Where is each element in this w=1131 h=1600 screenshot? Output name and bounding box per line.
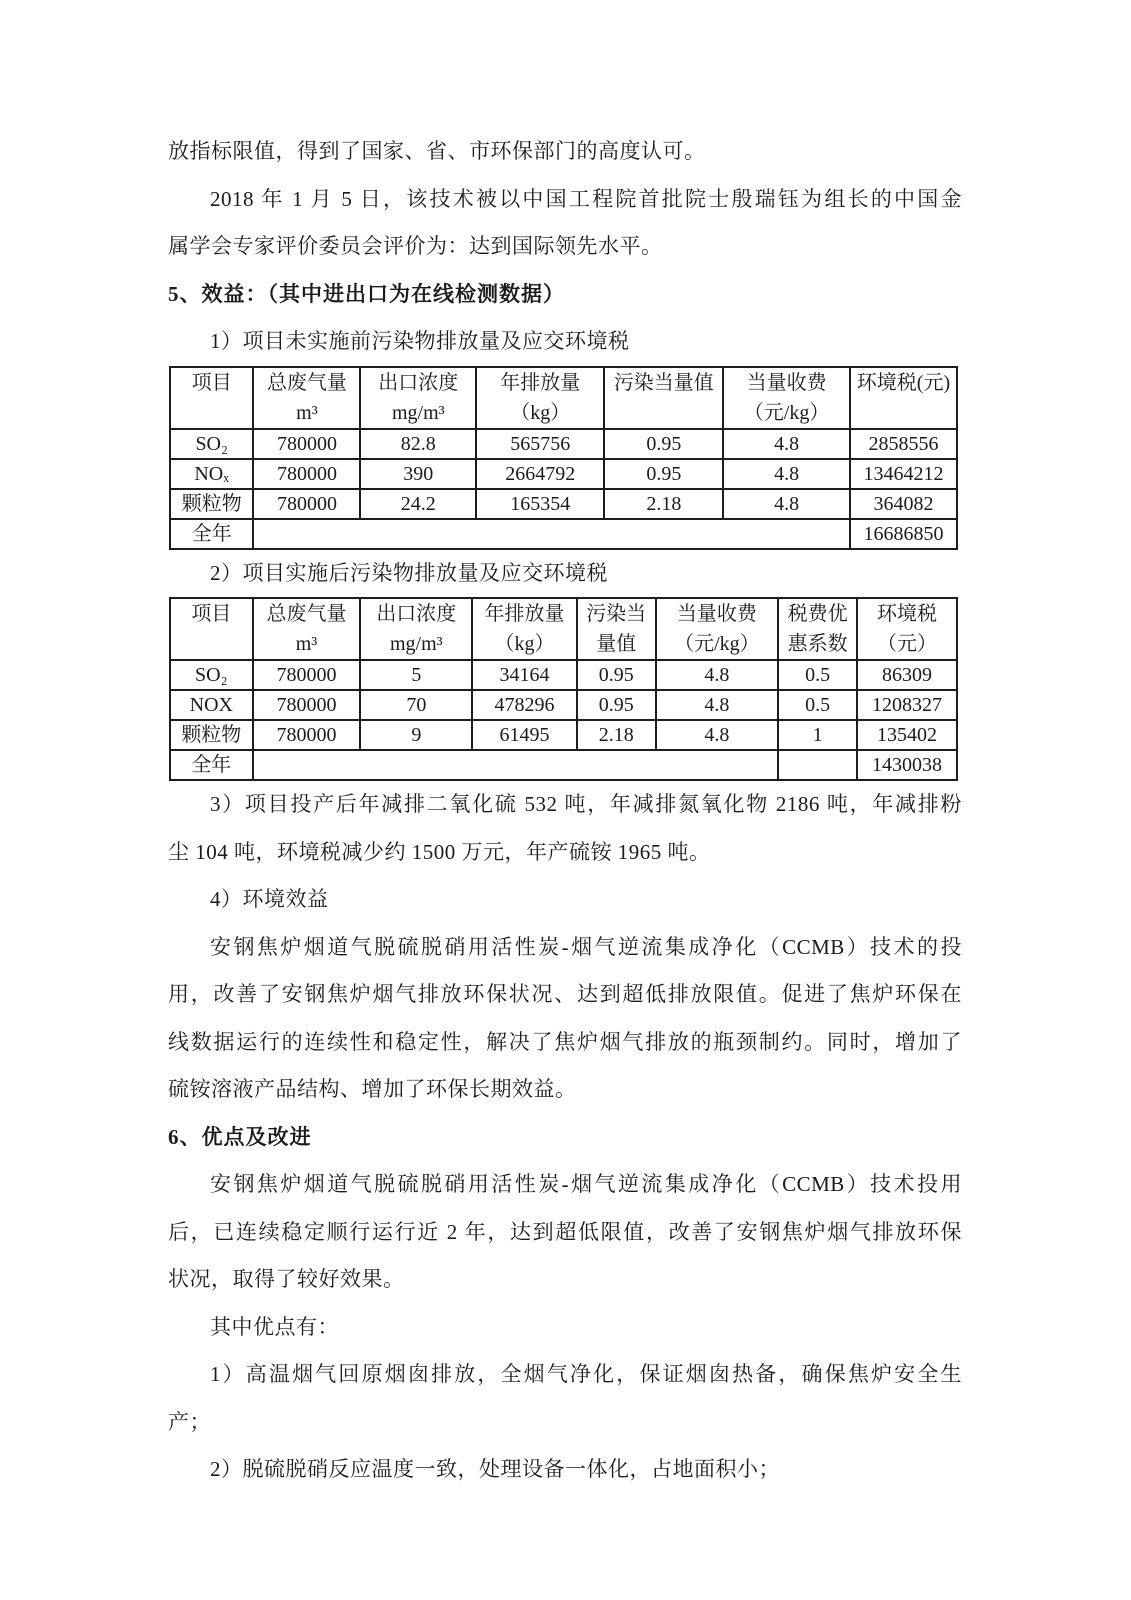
data-cell: 82.8 [360,429,476,459]
header-cell: 污染当量值 [604,367,723,429]
data-cell: 2664792 [476,459,604,489]
paragraph-reduction [168,781,962,876]
data-cell: 780000 [253,459,360,489]
text-line: 线数据运行的连续性和稳定性，解决了焦炉烟气排放的瓶颈制约。同时，增加了 [168,1029,962,1054]
header-cell: 税费优 惠系数 [778,598,857,660]
row-label-cell: 颗粒物 [170,720,253,750]
header-cell: 年排放量 （kg） [472,598,577,660]
data-cell: 135402 [857,720,957,750]
data-cell: 5 [360,660,472,690]
data-cell: 565756 [476,429,604,459]
data-cell: 4.8 [723,459,850,489]
data-cell: 2.18 [577,720,656,750]
text-line: 用，改善了安钢焦炉烟气排放环保状况、达到超低排放限值。促进了焦炉环保在 [168,982,962,1006]
header-cell: 出口浓度 mg/m³ [360,598,472,660]
paragraph-environmental-benefit [168,924,962,1114]
header-cell: 年排放量 （kg） [476,367,604,429]
total-label-cell: 全年 [170,750,253,780]
header-cell: 总废气量 m³ [253,598,361,660]
data-cell: 780000 [253,489,360,519]
total-empty-cell [778,750,857,780]
header-cell: 当量收费 （元/kg） [656,598,779,660]
header-cell: 环境税(元) [850,367,957,429]
paragraph-advantage-1 [168,1351,962,1446]
text-line: 3）项目投产后年减排二氧化硫 532 吨，年减排氮氧化物 2186 吨，年减排粉 [210,792,962,816]
data-cell: 478296 [472,690,577,720]
data-cell: 0.95 [577,690,656,720]
table-pre-implementation [169,366,958,550]
total-value-cell: 16686850 [850,519,957,549]
data-cell: 165354 [476,489,604,519]
section-5-heading: 5、效益：（其中进出口为在线检测数据） [168,281,565,306]
paragraph-advantages-intro [168,1161,962,1304]
data-cell: 780000 [253,720,361,750]
row-label-cell: NOₓ [170,459,253,489]
header-cell: 总废气量 m³ [253,367,360,429]
data-cell: 9 [360,720,472,750]
data-cell: 4.8 [723,489,850,519]
data-cell: 4.8 [656,690,779,720]
total-value-cell: 1430038 [857,750,957,780]
header-cell: 项目 [170,598,253,660]
header-cell: 项目 [170,367,253,429]
data-cell: 780000 [253,660,361,690]
row-label-cell: SO₂ [170,660,253,690]
data-row-nox [170,459,957,489]
header-row [170,367,957,429]
text-line: 产； [168,1409,211,1434]
data-row-so2 [170,429,957,459]
table2-caption: 2）项目实施后污染物排放量及应交环境税 [210,560,608,585]
text-line: 2018 年 1 月 5 日，该技术被以中国工程院首批院士殷瑞钰为组长的中国金 [210,186,962,211]
data-row-nox [170,690,957,720]
total-merged-cell [253,519,850,549]
total-row [170,750,957,780]
text-line: 安钢焦炉烟道气脱硫脱硝用活性炭-烟气逆流集成净化（CCMB）技术的投 [210,934,962,959]
text-line: 硫铵溶液产品结构、增加了环保长期效益。 [168,1077,577,1101]
data-cell: 364082 [850,489,957,519]
data-row-particulate [170,720,957,750]
total-row [170,519,957,549]
line-advantages-label: 其中优点有： [210,1314,339,1339]
data-cell: 0.95 [604,459,723,489]
paragraph-advantage-2: 2）脱硫脱硝反应温度一致，处理设备一体化，占地面积小； [210,1457,780,1481]
data-cell: 2858556 [850,429,957,459]
row-label-cell: SO₂ [170,429,253,459]
data-cell: 0.95 [604,429,723,459]
data-row-so2 [170,660,957,690]
total-merged-cell [253,750,779,780]
section-6-heading: 6、优点及改进 [168,1124,312,1149]
header-row [170,598,957,660]
data-cell: 24.2 [360,489,476,519]
text-line: 状况，取得了较好效果。 [168,1267,405,1291]
data-cell: 780000 [253,429,360,459]
data-cell: 1208327 [857,690,957,720]
item-environmental-benefit-heading: 4）环境效益 [210,887,329,911]
data-row-particulate [170,489,957,519]
content-area [168,128,962,1494]
data-cell: 1 [778,720,857,750]
text-line: 后，已连续稳定顺行运行近 2 年，达到超低限值，改善了安钢焦炉烟气排放环保 [168,1219,962,1244]
data-cell: 4.8 [656,720,779,750]
data-cell: 0.5 [778,690,857,720]
header-cell: 出口浓度 mg/m³ [360,367,476,429]
data-cell: 4.8 [723,429,850,459]
data-cell: 13464212 [850,459,957,489]
data-cell: 0.95 [577,660,656,690]
text-line: 尘 104 吨，环境税减少约 1500 万元，年产硫铵 1965 吨。 [168,839,711,864]
data-cell: 86309 [857,660,957,690]
header-cell: 环境税 （元） [857,598,957,660]
data-cell: 4.8 [656,660,779,690]
data-cell: 2.18 [604,489,723,519]
paragraph-evaluation [168,176,962,271]
row-label-cell: 颗粒物 [170,489,253,519]
total-label-cell: 全年 [170,519,253,549]
table1-caption: 1）项目未实施前污染物排放量及应交环境税 [210,329,630,353]
header-cell: 污染当 量值 [577,598,656,660]
data-cell: 780000 [253,690,361,720]
data-cell: 390 [360,459,476,489]
data-cell: 61495 [472,720,577,750]
data-cell: 70 [360,690,472,720]
data-cell: 0.5 [778,660,857,690]
header-cell: 当量收费 （元/kg） [723,367,850,429]
paragraph-continuation: 放指标限值，得到了国家、省、市环保部门的高度认可。 [168,139,706,163]
data-cell: 34164 [472,660,577,690]
text-line: 属学会专家评价委员会评价为：达到国际领先水平。 [168,234,663,258]
row-label-cell: NOX [170,690,253,720]
table-post-implementation [169,597,958,781]
text-line: 1）高温烟气回原烟囱排放，全烟气净化，保证烟囱热备，确保焦炉安全生 [210,1362,962,1386]
text-line: 安钢焦炉烟道气脱硫脱硝用活性炭-烟气逆流集成净化（CCMB）技术投用 [210,1172,962,1196]
